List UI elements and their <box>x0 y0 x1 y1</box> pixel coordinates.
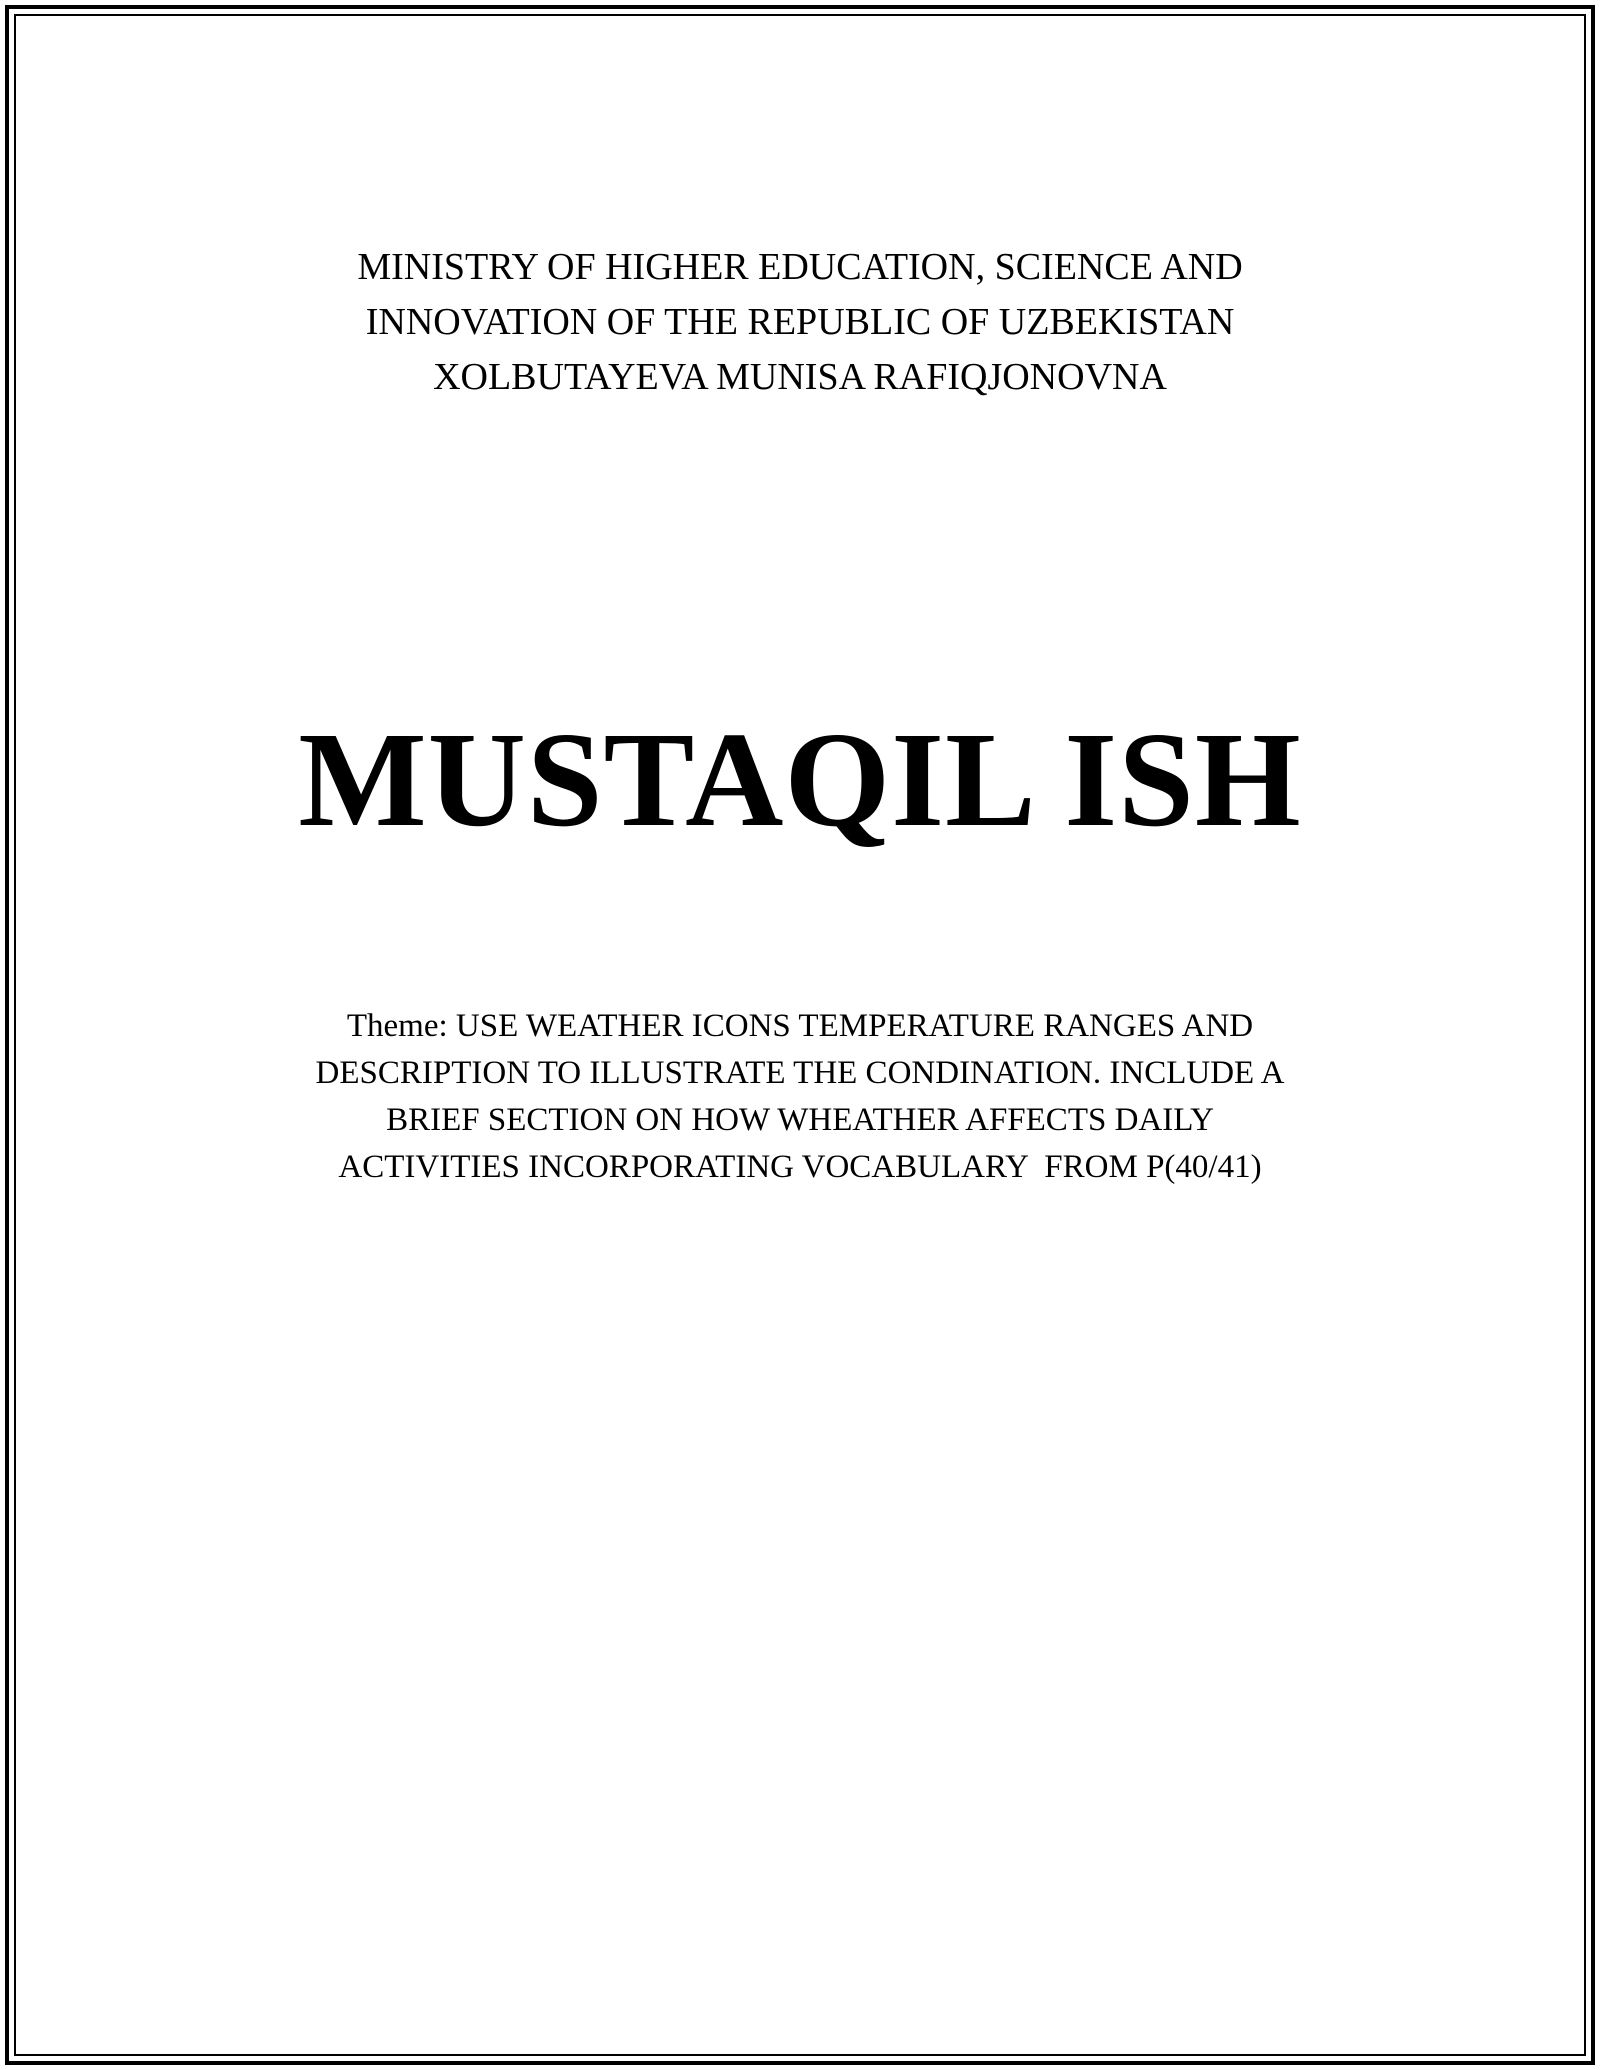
theme-line: ACTIVITIES INCORPORATING VOCABULARY FROM P(40/41) <box>338 1149 1262 1185</box>
header-line-ministry: MINISTRY OF HIGHER EDUCATION, SCIENCE AND <box>357 246 1243 288</box>
theme-line: Theme: USE WEATHER ICONS TEMPERATURE RANGES AND <box>346 1008 1254 1044</box>
header-line-republic: INNOVATION OF THE REPUBLIC OF UZBEKISTAN <box>365 301 1235 343</box>
theme-line: BRIEF SECTION ON HOW WHEATHER AFFECTS DAILY <box>386 1102 1214 1138</box>
page-title: MUSTAQIL ISH <box>298 705 1302 855</box>
theme-line: DESCRIPTION TO ILLUSTRATE THE CONDINATION. INCLUDE A <box>315 1055 1285 1091</box>
header-line-author: XOLBUTAYEVA MUNISA RAFIQJONOVNA <box>433 356 1167 398</box>
header-block <box>0 240 1600 405</box>
theme-block <box>0 1003 1600 1191</box>
